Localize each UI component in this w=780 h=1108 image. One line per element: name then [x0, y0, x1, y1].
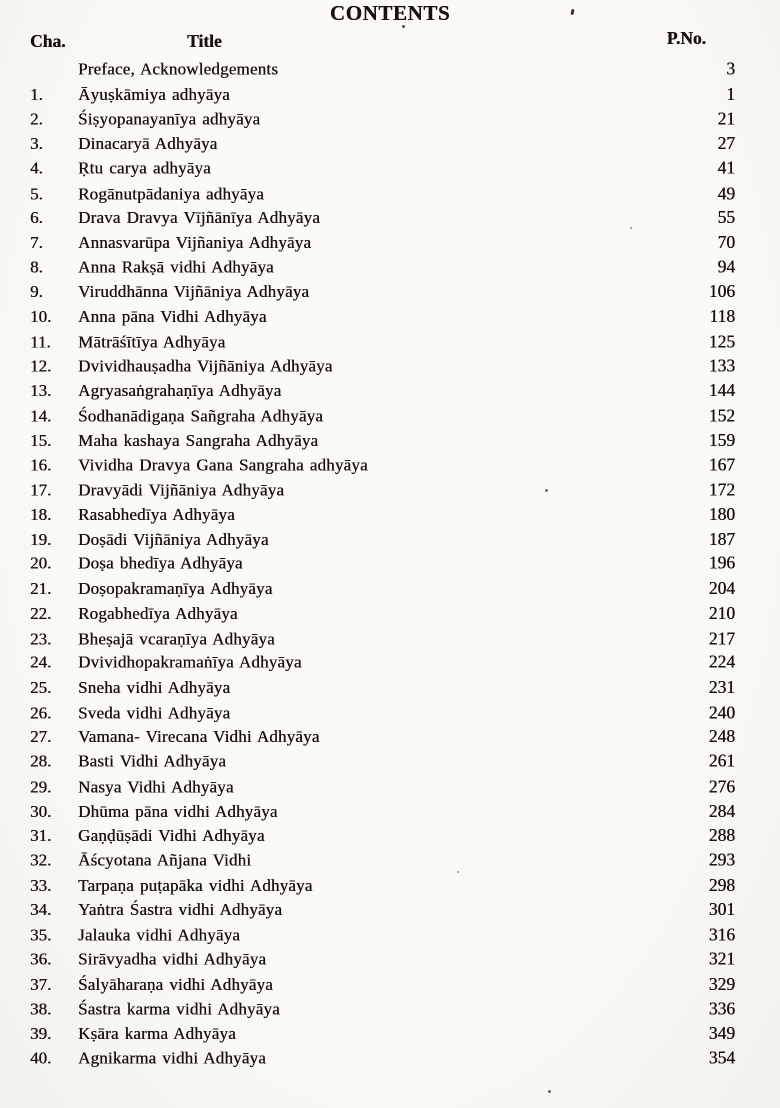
chapter-number: 7. — [30, 233, 43, 253]
toc-row — [30, 256, 735, 281]
chapter-number: 8. — [30, 257, 43, 277]
chapter-title: Āyuṣkāmiya adhyāya — [78, 84, 230, 104]
chapter-number: 23. — [30, 628, 52, 648]
page-number: 27 — [717, 133, 735, 154]
chapter-number: 22. — [30, 603, 52, 623]
page-number: 1 — [726, 83, 735, 104]
chapter-title: Śastra karma vidhi Adhyāya — [78, 999, 280, 1019]
page-number: 248 — [708, 726, 735, 747]
scan-speck — [545, 489, 548, 492]
chapter-title: Doṣopakramaṇīya Adhyāya — [78, 579, 273, 599]
toc-row — [30, 158, 735, 183]
chapter-number: 9. — [30, 282, 43, 302]
chapter-title: Maha kashaya Sangraha Adhyāya — [78, 430, 319, 450]
chapter-title: Dvividhopakramaṅīya Adhyāya — [78, 652, 302, 672]
toc-row — [30, 974, 735, 999]
chapter-title: Nasya Vidhi Adhyāya — [78, 777, 234, 797]
chapter-number: 20. — [30, 554, 52, 574]
page-number: 118 — [709, 306, 735, 327]
toc-row — [30, 999, 735, 1024]
chapter-number: 4. — [30, 158, 43, 178]
scan-speck — [548, 1090, 551, 1093]
toc-row — [30, 850, 735, 875]
chapter-number: 18. — [30, 504, 52, 524]
page-number: 204 — [708, 578, 735, 599]
chapter-number: 19. — [30, 529, 52, 549]
toc-row — [30, 504, 735, 529]
chapter-number: 34. — [30, 900, 52, 920]
chapter-title: Preface, Acknowledgements — [78, 59, 279, 79]
page-number: 3 — [726, 58, 735, 79]
page-number: 276 — [708, 776, 735, 797]
page-number: 321 — [708, 948, 735, 969]
chapter-title: Jalauka vidhi Adhyāya — [78, 925, 241, 945]
toc-row — [30, 355, 735, 380]
chapter-title: Anna pāna Vidhi Adhyāya — [78, 307, 267, 327]
page-number: 152 — [708, 405, 735, 426]
page-number: 94 — [717, 256, 735, 277]
toc-row — [30, 677, 735, 702]
chapter-title: Śodhanādigaṇa Sañgraha Adhyāya — [78, 406, 324, 426]
toc-row — [30, 1047, 735, 1072]
toc-row — [30, 109, 735, 134]
page-number: 231 — [708, 676, 735, 697]
chapter-number: 10. — [30, 307, 52, 327]
chapter-number: 21. — [30, 579, 52, 599]
chapter-title: Āścyotana Añjana Vidhi — [78, 850, 252, 870]
chapter-title: Agryasaṅgrahaṇīya Adhyāya — [78, 381, 282, 401]
page-number: 167 — [708, 454, 735, 475]
column-header-chapter: Cha. — [30, 31, 66, 51]
page-number: 336 — [708, 998, 735, 1019]
chapter-number: 30. — [30, 801, 52, 821]
chapter-title: Vamana- Virecana Vidhi Adhyāya — [78, 727, 320, 747]
chapter-title: Tarpaṇa puṭapāka vidhi Adhyāya — [78, 875, 313, 895]
page-number: 210 — [708, 602, 735, 623]
chapter-number: 35. — [30, 925, 52, 945]
chapter-number: 32. — [30, 850, 52, 870]
chapter-number: 29. — [30, 777, 52, 797]
page-number: 70 — [717, 232, 735, 253]
toc-row — [30, 776, 735, 801]
toc-row — [30, 281, 735, 306]
chapter-number: 11. — [30, 332, 51, 352]
chapter-title: Doṣādi Vijñāniya Adhyāya — [78, 529, 269, 549]
chapter-number: 16. — [30, 455, 52, 475]
page-number: 288 — [708, 825, 735, 846]
toc-row — [30, 726, 735, 751]
page-number: 329 — [708, 973, 735, 994]
chapter-number: 2. — [30, 109, 43, 129]
chapter-number: 26. — [30, 703, 52, 723]
column-header-title: Title — [187, 31, 222, 51]
page-number: 180 — [708, 503, 735, 524]
chapter-title: Gaṇḍūṣādi Vidhi Adhyāya — [78, 826, 265, 846]
chapter-title: Kṣāra karma Adhyāya — [78, 1024, 236, 1044]
chapter-number: 38. — [30, 999, 52, 1019]
page-number: 172 — [708, 479, 735, 500]
chapter-number: 6. — [30, 208, 43, 228]
chapter-number: 14. — [30, 406, 52, 426]
page-number: 125 — [708, 331, 735, 352]
page-number: 159 — [708, 429, 735, 450]
toc-row — [30, 133, 735, 158]
toc-row — [30, 875, 735, 900]
page-number: 301 — [708, 899, 735, 920]
scan-speck — [630, 227, 632, 229]
scan-speck — [457, 871, 459, 873]
page-number: 284 — [708, 800, 735, 821]
toc-row — [30, 405, 735, 430]
chapter-title: Annasvarūpa Vijñaniya Adhyāya — [78, 233, 312, 253]
chapter-title: Yaṅtra Śastra vidhi Adhyāya — [78, 900, 283, 920]
chapter-number: 40. — [30, 1048, 52, 1068]
page-number: 224 — [708, 651, 735, 672]
chapter-number: 3. — [30, 134, 43, 154]
page-number: 349 — [708, 1023, 735, 1044]
toc-row — [30, 232, 735, 257]
chapter-number: 13. — [30, 381, 52, 401]
column-header-row — [30, 28, 706, 52]
chapter-number: 33. — [30, 875, 52, 895]
toc-row — [30, 306, 735, 331]
toc-row — [30, 553, 735, 578]
chapter-title: Basti Vidhi Adhyāya — [78, 751, 227, 771]
toc-row — [30, 801, 735, 826]
chapter-number: 31. — [30, 826, 52, 846]
toc-row — [30, 628, 735, 653]
chapter-title: Rasabhedīya Adhyāya — [78, 504, 235, 524]
toc-row — [30, 183, 735, 208]
toc-row — [30, 380, 735, 405]
toc-row — [30, 751, 735, 776]
page-number: 217 — [708, 627, 735, 648]
toc-row — [30, 899, 735, 924]
page-title: CONTENTS — [0, 1, 780, 26]
chapter-number: 25. — [30, 677, 52, 697]
chapter-title: Rogabhedīya Adhyāya — [78, 603, 238, 623]
chapter-title: Anna Rakṣā vidhi Adhyāya — [78, 257, 274, 277]
chapter-number: 1. — [30, 84, 43, 104]
chapter-title: Mātrāśītīya Adhyāya — [78, 332, 226, 352]
page-number: 240 — [708, 702, 735, 723]
toc-row — [30, 702, 735, 727]
chapter-title: Dravyādi Vijñāniya Adhyāya — [78, 480, 285, 500]
chapter-number: 17. — [30, 480, 52, 500]
toc-row — [30, 949, 735, 974]
page-number: 316 — [708, 924, 735, 945]
chapter-title: Śiṣyopanayanīya adhyāya — [78, 109, 261, 129]
page-number: 187 — [708, 528, 735, 549]
toc-row — [30, 59, 735, 84]
page-number: 55 — [717, 207, 735, 228]
page-number: 21 — [717, 108, 735, 129]
chapter-number: 27. — [30, 727, 52, 747]
page-number: 293 — [708, 849, 735, 870]
chapter-number: 39. — [30, 1024, 52, 1044]
toc-row — [30, 603, 735, 628]
toc-row — [30, 454, 735, 479]
page-number: 354 — [708, 1047, 735, 1068]
page-number: 261 — [708, 750, 735, 771]
toc-row — [30, 925, 735, 950]
chapter-number: 24. — [30, 652, 52, 672]
toc-row — [30, 529, 735, 554]
page-number: 133 — [708, 355, 735, 376]
chapter-title: Bheṣajā vcaraṇīya Adhyāya — [78, 628, 275, 648]
toc-entries — [30, 59, 735, 1072]
chapter-number: 28. — [30, 751, 52, 771]
chapter-title: Dinacaryā Adhyāya — [78, 134, 218, 154]
toc-row — [30, 825, 735, 850]
chapter-number: 37. — [30, 974, 52, 994]
toc-row — [30, 430, 735, 455]
page-number: 49 — [717, 182, 735, 203]
column-header-pageno: P.No. — [666, 28, 706, 48]
chapter-title: Sirāvyadha vidhi Adhyāya — [78, 949, 267, 969]
chapter-title: Śalyāharaṇa vidhi Adhyāya — [78, 974, 273, 994]
chapter-title: Viruddhānna Vijñāniya Adhyāya — [78, 282, 310, 302]
chapter-title: Drava Dravya Vījñānīya Adhyāya — [78, 208, 320, 228]
chapter-title: Sveda vidhi Adhyāya — [78, 703, 231, 723]
chapter-title: Dhūma pāna vidhi Adhyāya — [78, 801, 278, 821]
chapter-title: Sneha vidhi Adhyāya — [78, 677, 231, 697]
page-number: 41 — [717, 157, 735, 178]
chapter-title: Ṛtu carya adhyāya — [78, 158, 211, 178]
toc-row — [30, 84, 735, 109]
page-number: 196 — [708, 553, 735, 574]
chapter-number: 15. — [30, 430, 52, 450]
toc-row — [30, 652, 735, 677]
chapter-title: Rogānutpādaniya adhyāya — [78, 183, 264, 203]
toc-row — [30, 331, 735, 356]
page-number: 298 — [708, 874, 735, 895]
chapter-number: 12. — [30, 356, 52, 376]
chapter-title: Doṣa bhedīya Adhyāya — [78, 554, 243, 574]
toc-row — [30, 578, 735, 603]
chapter-title: Dvividhauṣadha Vijñāniya Adhyāya — [78, 356, 333, 376]
chapter-number: 5. — [30, 183, 43, 203]
page-number: 144 — [708, 380, 735, 401]
toc-row — [30, 1023, 735, 1048]
chapter-number: 36. — [30, 949, 52, 969]
chapter-title: Vividha Dravya Gana Sangraha adhyāya — [78, 455, 368, 475]
toc-row — [30, 480, 735, 505]
page-number: 106 — [708, 281, 735, 302]
chapter-title: Agnikarma vidhi Adhyāya — [78, 1048, 266, 1068]
